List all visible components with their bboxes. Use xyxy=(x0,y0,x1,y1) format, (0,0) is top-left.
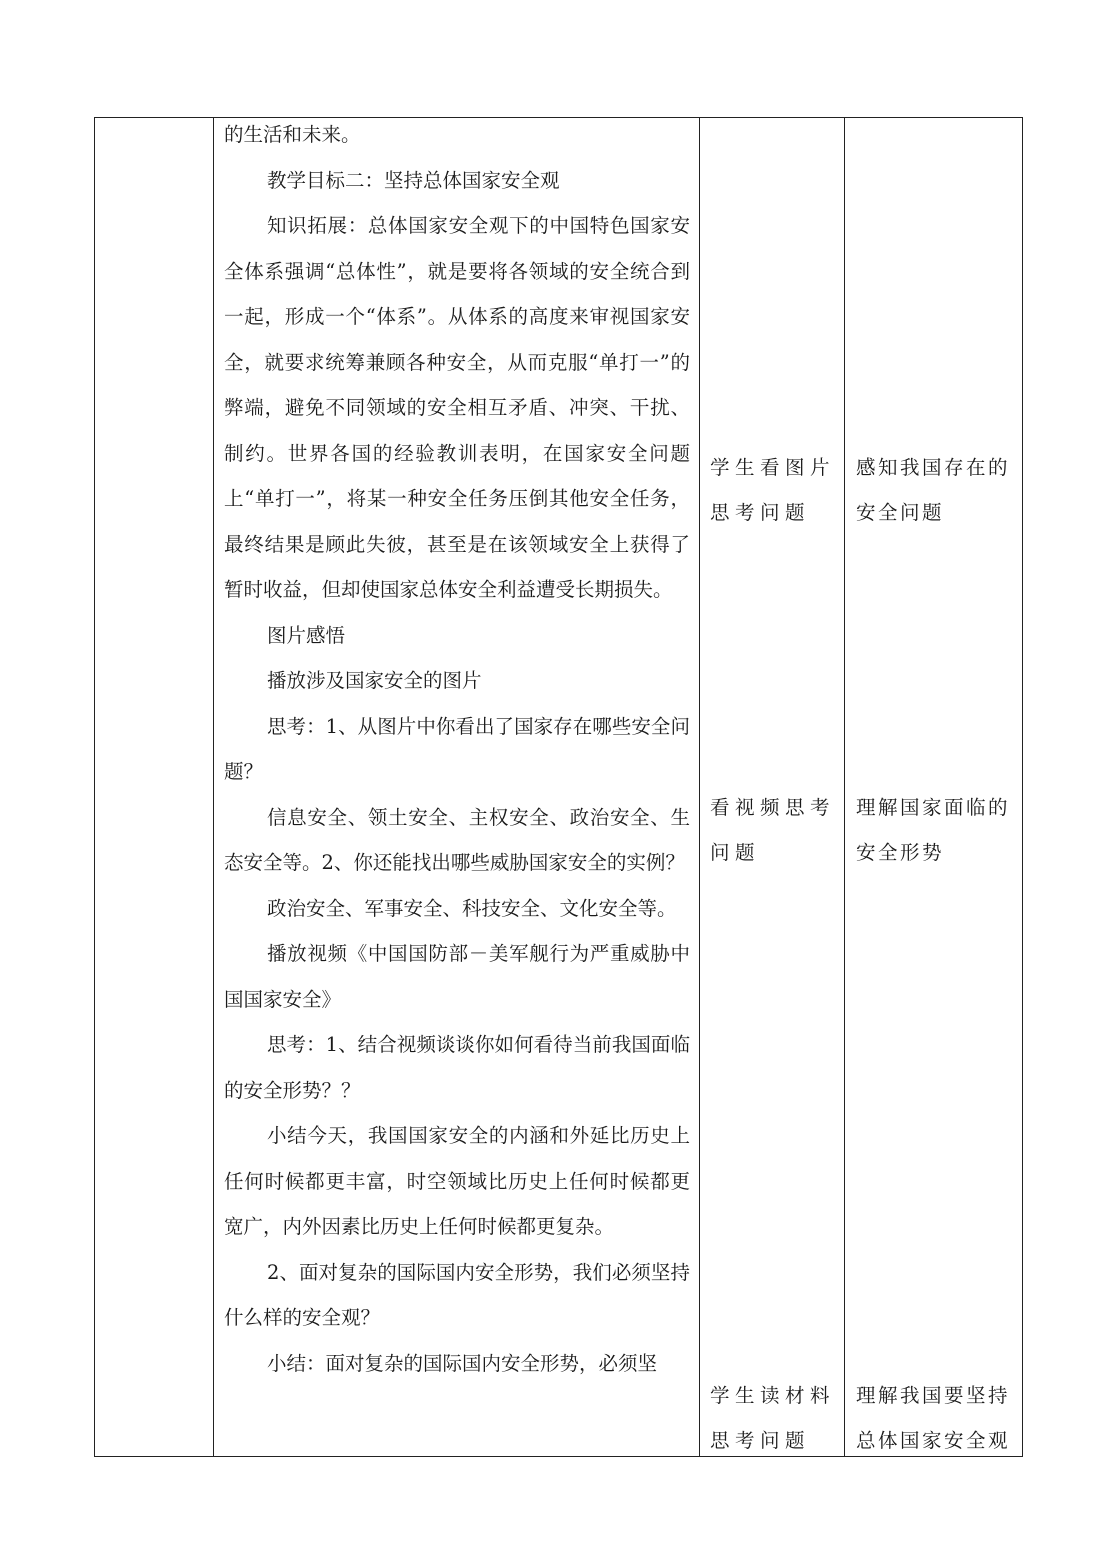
column-divider xyxy=(699,117,700,1457)
design-intent: 理解我国要坚持总体国家安全观 xyxy=(856,1384,1011,1452)
paragraph: 知识拓展：总体国家安全观下的中国特色国家安全体系强调“总体性”，就是要将各领域的安全统合到一起，形成一个“体系”。从体系的高度来审视国家安全，就要求统筹兼顾各种安全，从而克服“单打一”的弊端，避免不同领域的安全相互矛盾、冲突、干扰、制约。世界各国的经验教训表明，在国家安全问题上“单打一”，将某一种安全任务压倒其他安全任务，最终结果是顾此失彼，甚至是在该领域安全上获得了暂时收益，但却使国家总体安全利益遭受长期损失。 xyxy=(224,214,690,601)
paragraph: 思考：1、从图片中你看出了国家存在哪些安全问题？ xyxy=(224,714,690,783)
student-activity: 学生看图片思考问题 xyxy=(710,456,836,524)
design-intent: 理解国家面临的安全形势 xyxy=(856,796,1011,864)
paragraph: 播放涉及国家安全的图片 xyxy=(267,669,482,692)
paragraph: 小结今天，我国国家安全的内涵和外延比历史上任何时候都更丰富，时空领域比历史上任何时候都更宽广，内外因素比历史上任何时候都更复杂。 xyxy=(224,1124,690,1238)
paragraph: 思考：1、结合视频谈谈你如何看待当前我国面临的安全形势？？ xyxy=(224,1033,690,1102)
column-divider xyxy=(213,117,214,1457)
student-activity: 学生读材料思考问题 xyxy=(710,1384,836,1452)
student-activity: 看视频思考问题 xyxy=(710,796,836,864)
teaching-content-cell xyxy=(224,112,690,1386)
paragraph: 政治安全、军事安全、科技安全、文化安全等。 xyxy=(267,896,677,920)
paragraph: 图片感悟 xyxy=(267,623,346,647)
paragraph: 信息安全、领土安全、主权安全、政治安全、生态安全等。2、你还能找出哪些威胁国家安全的实例？ xyxy=(224,805,690,874)
design-intent: 感知我国存在的安全问题 xyxy=(856,456,1011,524)
paragraph: 播放视频《中国国防部－美军舰行为严重威胁中国国家安全》 xyxy=(224,942,690,1011)
section-heading: 教学目标二：坚持总体国家安全观 xyxy=(267,168,560,192)
paragraph: 的生活和未来。 xyxy=(224,123,361,146)
column-divider xyxy=(844,117,845,1457)
paragraph: 2、面对复杂的国际国内安全形势，我们必须坚持什么样的安全观？ xyxy=(224,1260,690,1329)
paragraph: 小结：面对复杂的国际国内安全形势，必须坚 xyxy=(267,1351,658,1375)
